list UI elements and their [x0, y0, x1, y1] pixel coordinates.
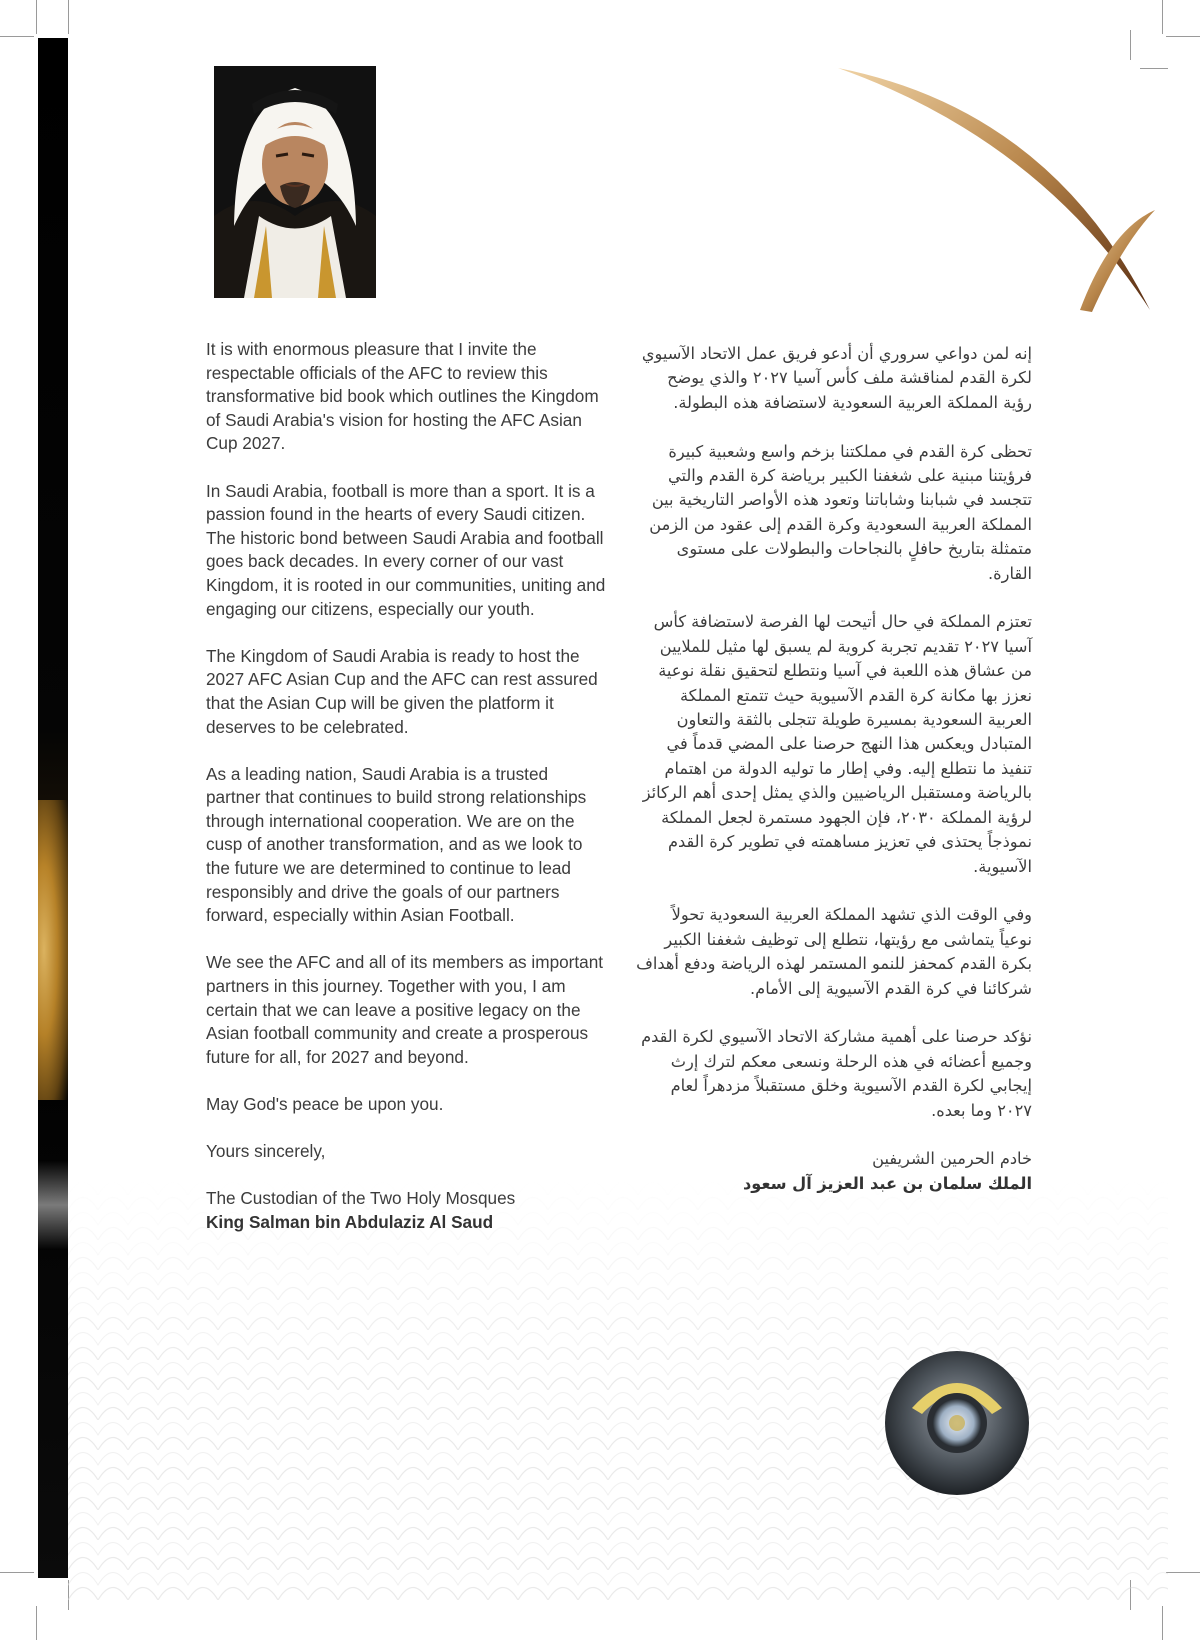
arabic-letter — [636, 342, 1032, 1196]
king-portrait-illustration — [214, 66, 376, 298]
crop-mark — [0, 36, 34, 37]
crop-mark — [1166, 1572, 1200, 1573]
english-paragraph: We see the AFC and all of its members as important partners in this journey. Together with you, I am certain that we can leave a positive legacy on the Asian football community and create a prosperous future for all, for 2027 and beyond. — [206, 952, 604, 1067]
crop-mark — [1162, 0, 1163, 34]
left-spine-gold-accent — [38, 800, 68, 1100]
english-paragraph: The Kingdom of Saudi Arabia is ready to host the 2027 AFC Asian Cup and the AFC can rest assured that the Asian Cup will be given the platform it deserves to be celebrated. — [206, 645, 598, 737]
english-signature-title: The Custodian of the Two Holy Mosques — [206, 1188, 516, 1209]
crop-mark — [1162, 1606, 1163, 1640]
english-closing: May God's peace be upon you. — [206, 1094, 444, 1114]
left-spine-white-accent — [38, 1160, 68, 1250]
arabic-signature-name: الملك سلمان بن عبد العزيز آل سعود — [743, 1173, 1032, 1193]
arabic-paragraph: وفي الوقت الذي تشهد المملكة العربية السعودية تحولاً نوعياً يتماشى مع رؤيتها، نتطلع إلى توظيف شغفنا الكبير بكرة القدم كمحفز للنمو المستمر لهذه الرياضة ودفع أهداف شركائنا في كرة القدم الآسيوية إلى الأمام. — [636, 905, 1032, 998]
arabic-paragraph: نؤكد حرصنا على أهمية مشاركة الاتحاد الآسيوي لكرة القدم وجميع أعضائه في هذه الرحلة ونسعى معكم لترك إرث إيجابي لكرة القدم الآسيوية وخلق مستقبلاً مزدهراً لعام ٢٠٢٧ وما بعده. — [641, 1027, 1032, 1120]
arabic-signature-title: خادم الحرمين الشريفين — [872, 1149, 1032, 1169]
arabic-paragraph: إنه لمن دواعي سروري أن أدعو فريق عمل الاتحاد الآسيوي لكرة القدم لمناقشة ملف كأس آسيا ٢٠٢٧ والذي يوضح رؤية المملكة العربية السعودية لاستضافة هذه البطولة. — [641, 344, 1032, 412]
english-paragraph: It is with enormous pleasure that I invite the respectable officials of the AFC to review this transformative bid book which outlines the Kingdom of Saudi Arabia's vision for hosting the AFC Asian Cup 2027. — [206, 339, 599, 454]
arabic-paragraph: تحظى كرة القدم في مملكتنا بزخم واسع وشعبية كبيرة فرؤيتنا مبنية على شغفنا الكبير برياضة كرة القدم والتي تتجسد في شبابنا وشاباتنا وتعود هذه الأواصر التاريخية بين المملكة العربية السعودية وكرة القدم إلى عقود من الزمن متمثلة بتاريخ حافلٍ بالنجاحات والبطولات على مستوى القارة. — [649, 441, 1032, 583]
gold-swoosh-decoration — [830, 60, 1170, 320]
king-portrait — [214, 66, 376, 298]
english-signature-name: King Salman bin Abdulaziz Al Saud — [206, 1211, 494, 1232]
crop-mark — [1166, 36, 1200, 37]
arabic-paragraph: تعتزم المملكة في حال أتيحت لها الفرصة لاستضافة كأس آسيا ٢٠٢٧ تقديم تجربة كروية لم يسبق لها مثيل للملايين من عشاق هذه اللعبة في آسيا ونتطلع لتحقيق نقلة نوعية نعزز بها مكانة كرة القدم الآسيوية حيث تتمتع المملكة العربية السعودية بمسيرة طويلة تتجلى بالثقة والتعاون المتبادل ويعكس هذا النهج حرصنا على المضي قدماً في تنفيذ ما نتطلع إليه. وفي إطار ما توليه الدولة من اهتمام بالرياضة ومستقبل الرياضيين والذي يمثل إحدى أهم الركائز لرؤية المملكة ٢٠٣٠، فإن الجهود مستمرة لجعل المملكة نموذجاً يحتذى في تعزيز مساهمته في تطوير كرة القدم الآسيوية. — [642, 612, 1032, 876]
crop-mark — [36, 0, 37, 34]
crop-mark — [36, 1606, 37, 1640]
english-paragraph: In Saudi Arabia, football is more than a sport. It is a passion found in the hearts of every Saudi citizen. The historic bond between Saudi Arabia and football goes back decades. In every corner of our vast Kingdom, it is rooted in our communities, uniting and engaging our citizens, especially our youth. — [206, 480, 606, 619]
crop-mark — [1130, 30, 1131, 60]
crop-mark — [68, 0, 69, 34]
english-paragraph: As a leading nation, Saudi Arabia is a trusted partner that continues to build strong relationships through international cooperation. We are on the cusp of another transformation, and as we look to the future we are determined to continue to lead responsibly and drive the goals of our partners forward, especially within Asian Football. — [206, 763, 587, 926]
english-letter — [206, 338, 606, 1235]
crop-mark — [0, 1572, 34, 1573]
english-valediction: Yours sincerely, — [206, 1141, 326, 1162]
royal-seal-icon — [882, 1348, 1032, 1498]
